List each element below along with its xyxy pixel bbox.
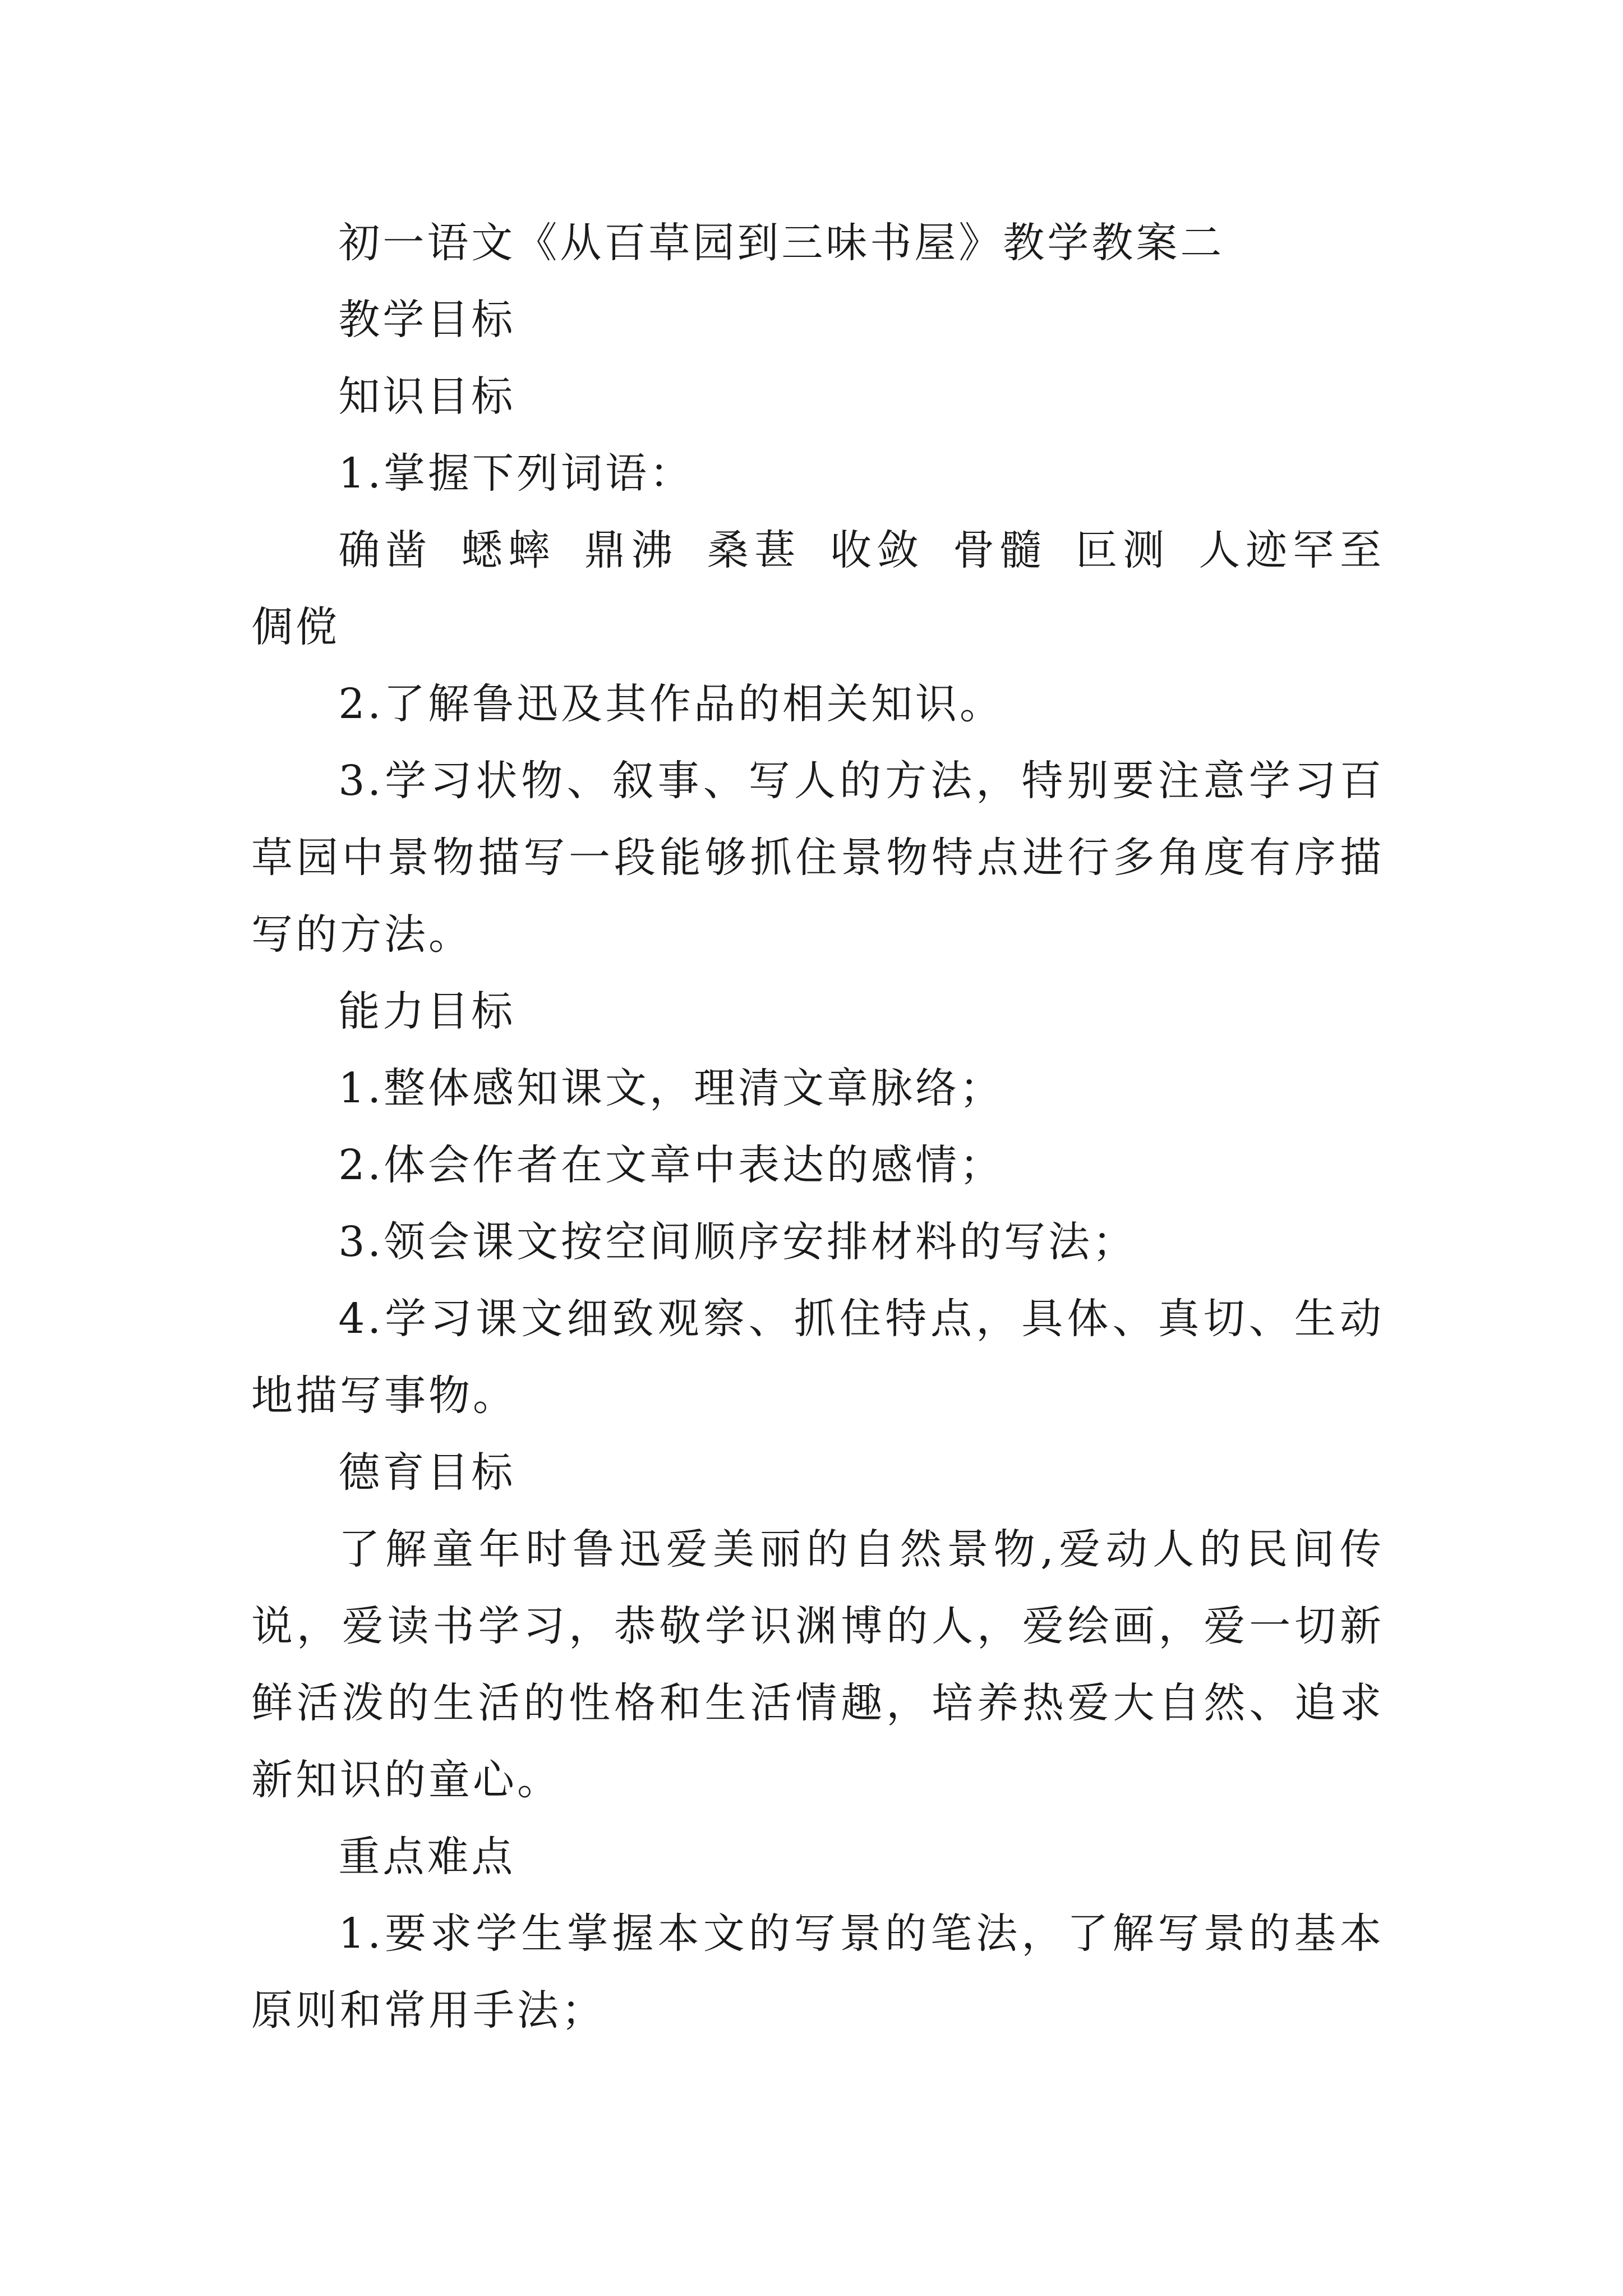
vocabulary-list: 确凿 蟋蟀 鼎沸 桑葚 收敛 骨髓 叵测 人迹罕至 倜傥 xyxy=(251,526,1384,651)
moral-goals-text: 了解童年时鲁迅爱美丽的自然景物,爱动人的民间传说，爱读书学习，恭敬学识渊博的人，爱绘画，爱一切新鲜活泼的生活的性格和生活情趣，培养热爱大自然、追求新知识的童心。 xyxy=(251,1525,1384,1804)
knowledge-item-1: 1.掌握下列词语： xyxy=(338,449,694,498)
ability-item-4: 4.学习课文细致观察、抓住特点，具体、真切、生动地描写事物。 xyxy=(251,1295,1384,1420)
ability-item-2: 2.体会作者在文章中表达的感情； xyxy=(338,1141,1004,1189)
knowledge-item-3: 3.学习状物、叙事、写人的方法，特别要注意学习百草园中景物描写一段能够抓住景物特点进行多角度有序描写的方法。 xyxy=(251,757,1384,959)
ability-item-1: 1.整体感知课文，理清文章脉络； xyxy=(338,1064,1004,1112)
knowledge-item-2: 2.了解鲁迅及其作品的相关知识。 xyxy=(338,680,1004,728)
heading-moral-goals: 德育目标 xyxy=(338,1448,516,1497)
document-title: 初一语文《从百草园到三味书屋》教学教案二 xyxy=(338,219,1225,267)
key-point-1: 1.要求学生掌握本文的写景的笔法，了解写景的基本原则和常用手法； xyxy=(251,1910,1384,2035)
heading-teaching-goals: 教学目标 xyxy=(338,296,516,344)
heading-key-points: 重点难点 xyxy=(338,1833,516,1881)
document-body xyxy=(251,205,1384,2049)
heading-knowledge-goals: 知识目标 xyxy=(338,372,516,421)
ability-item-3: 3.领会课文按空间顺序安排材料的写法； xyxy=(338,1218,1137,1266)
heading-ability-goals: 能力目标 xyxy=(338,987,516,1036)
